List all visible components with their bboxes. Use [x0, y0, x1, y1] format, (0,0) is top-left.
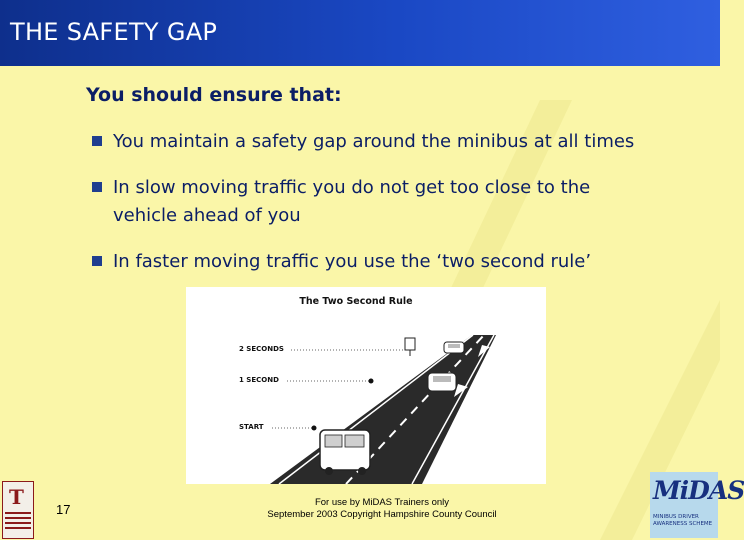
bullet-text: In slow moving traffic you do not get too close to the vehicle ahead of you: [113, 177, 591, 226]
page-number: 17: [56, 502, 71, 517]
footer-line-2: September 2003 Copyright Hampshire County Council: [267, 509, 497, 520]
footer-line-1: For use by MiDAS Trainers only: [314, 497, 450, 508]
bullet-item: [92, 174, 653, 230]
road-diagram: [186, 287, 546, 484]
diagram-title: The Two Second Rule: [299, 296, 413, 307]
road: [270, 335, 496, 484]
intro-text: You should ensure that:: [86, 84, 342, 106]
midas-logo-tagline: MINIBUS DRIVER AWARENESS SCHEME: [653, 514, 713, 527]
roadside-sign-icon: [405, 338, 415, 350]
bullet-text: In faster moving traffic you use the ‘two second rule’: [113, 251, 592, 272]
slide-title: THE SAFETY GAP: [10, 18, 218, 46]
title-bar: [0, 0, 720, 66]
roadside-marker-icon: [369, 379, 374, 384]
award-letter: T: [9, 485, 24, 509]
award-text-lines: [5, 512, 31, 532]
square-bullet-icon: [92, 182, 102, 192]
car-middle-icon: [428, 373, 456, 391]
bullet-text: You maintain a safety gap around the minibus at all times: [113, 131, 635, 152]
bullet-item: [92, 128, 634, 156]
square-bullet-icon: [92, 256, 102, 266]
midas-logo: [650, 472, 744, 538]
midas-logo-word: MiDAS: [653, 476, 744, 505]
square-bullet-icon: [92, 136, 102, 146]
car-far-icon: [444, 342, 464, 353]
bullet-item: [92, 248, 591, 276]
marker-label-2-seconds: 2 SECONDS: [239, 345, 284, 353]
marker-label-1-second: 1 SECOND: [239, 376, 279, 384]
marker-label-start: START: [239, 423, 264, 431]
minibus-icon: [320, 430, 370, 475]
roadside-marker-icon: [312, 426, 317, 431]
footer-text: [232, 497, 532, 521]
two-second-rule-illustration: [186, 287, 546, 484]
national-training-awards-logo: [2, 481, 34, 539]
